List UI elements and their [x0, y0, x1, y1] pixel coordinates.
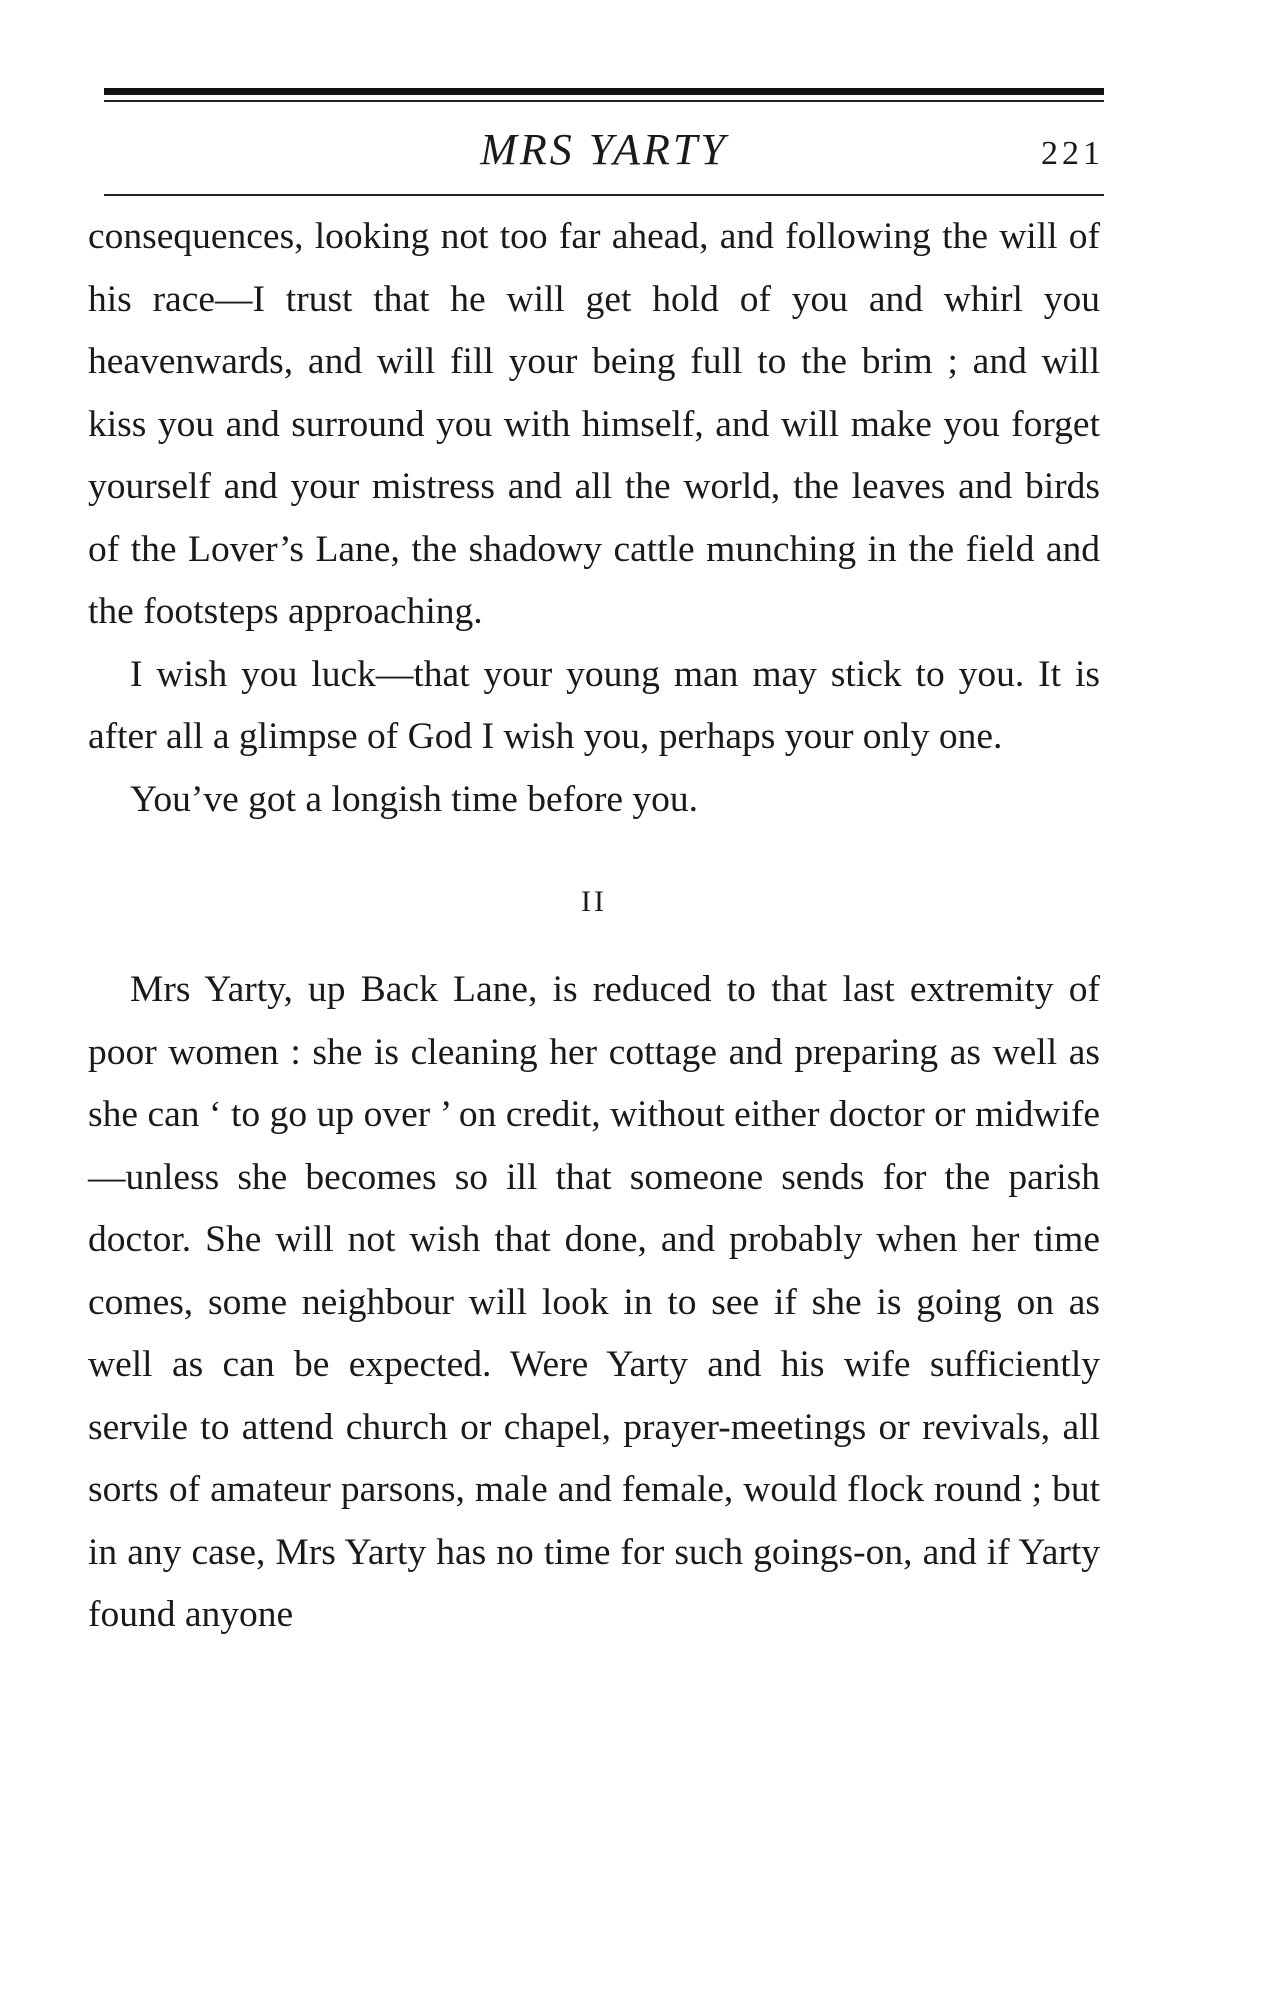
header-rule-thin-lower	[104, 194, 1104, 196]
running-head	[104, 120, 1104, 180]
paragraph: I wish you luck—that your young man may stick to you. It is after all a glimpse of God I wish you, perhaps your only one.	[88, 653, 1100, 757]
body-text	[88, 206, 1100, 1647]
running-title: MRS YARTY	[480, 125, 728, 174]
page-number: 221	[1041, 135, 1104, 172]
header-rule-thin-upper	[104, 100, 1104, 102]
header-rule-thick	[104, 88, 1104, 95]
paragraph-continuation: consequences, looking not too far ahead, and following the will of his race—I trust that he will get hold of you and whirl you heavenwards, and will fill your being full to the brim ; and will kiss you and surround you with himself, and will make you forget yourself and your mistress and all the world, the leaves and birds of the Lover’s Lane, the shadowy cattle munching in the field and the footsteps approaching.	[88, 216, 1100, 632]
section-paragraph: Mrs Yarty, up Back Lane, is reduced to that last extremity of poor women : she is cleaning her cottage and preparing as well as she can ‘ to go up over ’ on credit, without either doctor or midwife—unless she becomes so ill that someone sends for the parish doctor. She will not wish that done, and probably when her time comes, some neighbour will look in to see if she is going on as well as can be expected. Were Yarty and his wife sufficiently servile to attend church or chapel, prayer-meetings or revivals, all sorts of amateur parsons, male and female, would flock round ; but in any case, Mrs Yarty has no time for such goings-on, and if Yarty found anyone	[88, 969, 1100, 1635]
section-numeral: II	[581, 885, 607, 918]
paragraph: You’ve got a longish time before you.	[130, 778, 698, 820]
